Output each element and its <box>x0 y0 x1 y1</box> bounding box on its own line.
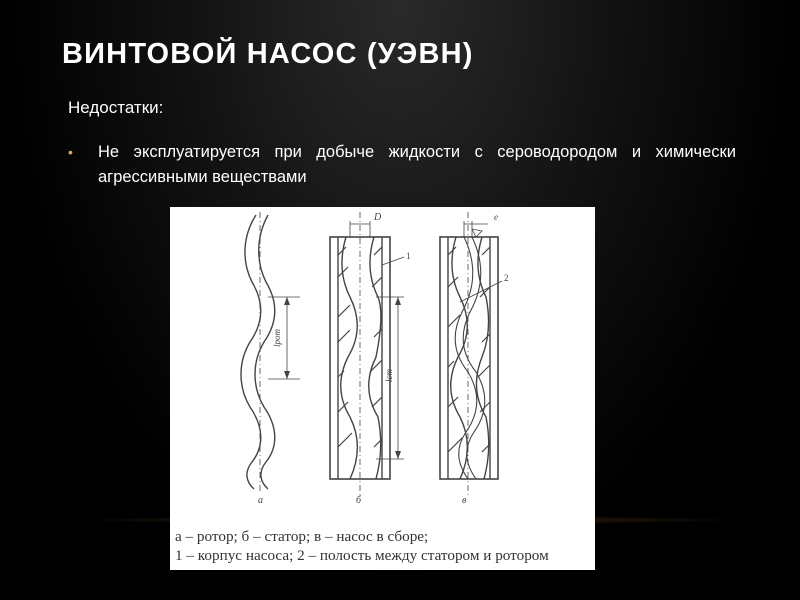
pump-diagram-figure <box>170 207 595 570</box>
label-eccentricity: e <box>494 212 498 222</box>
subheading: Недостатки: <box>68 98 164 117</box>
figure-caption <box>175 527 593 565</box>
bullet-text: Не эксплуатируется при добыче жидкости с сероводородом и химически агрессивными веществами <box>98 143 736 186</box>
pump-diagram <box>170 207 595 527</box>
label-diameter: D <box>374 212 382 223</box>
assembly-rotor <box>455 237 477 479</box>
bullet-item <box>68 140 736 190</box>
label-cavity-number: 2 <box>504 273 509 283</box>
housing-leader-line <box>382 257 404 265</box>
caption-line: а – ротор; б – статор; в – насос в сборе; <box>175 528 429 545</box>
bullet-list <box>68 140 736 190</box>
stator-cavity-left <box>341 237 358 479</box>
rotor-outline-left <box>241 215 261 489</box>
slide-title: ВИНТОВОЙ НАСОС (УЭВН) <box>62 38 474 70</box>
label-housing-number: 1 <box>406 251 411 261</box>
label-rotor: а <box>258 495 263 506</box>
rotor-outline-right <box>255 215 275 489</box>
label-stator: б <box>356 495 362 506</box>
bullet-marker: • <box>68 144 73 160</box>
label-rotor-length: lрот <box>272 329 282 347</box>
label-stator-length: lст <box>384 369 394 382</box>
label-assembly: в <box>462 495 467 506</box>
caption-line: 1 – корпус насоса; 2 – полость между статором и ротором <box>175 547 549 564</box>
assembly-hatching <box>448 247 490 452</box>
